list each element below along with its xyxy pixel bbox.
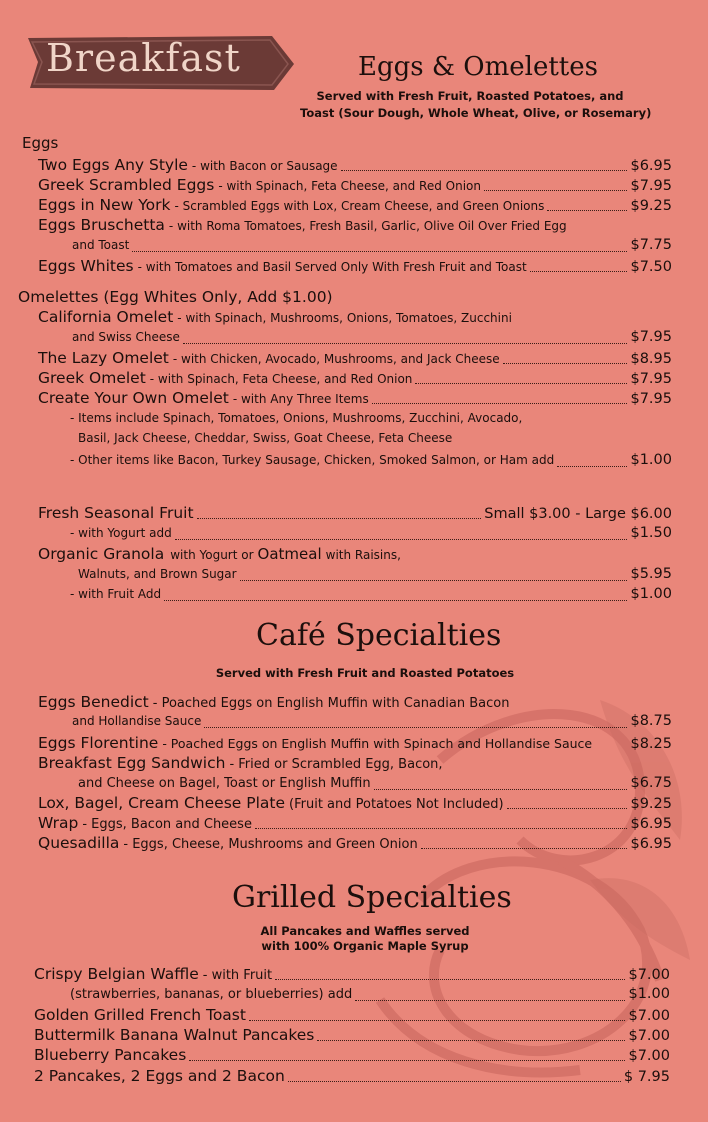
item-desc-cont: Walnuts, and Brown Sugar — [78, 567, 237, 581]
item-name: Create Your Own Omelet — [38, 389, 229, 407]
menu-item-eggs-benedict — [38, 693, 672, 713]
menu-item-two-eggs — [38, 156, 672, 176]
menu-item-california-omelet-cont — [72, 329, 672, 349]
dot-leader — [132, 251, 627, 252]
menu-item-french-toast — [34, 1006, 670, 1026]
item-price: Small $3.00 - Large $6.00 — [484, 506, 672, 522]
menu-item-california-omelet — [38, 308, 672, 328]
item-price: $6.75 — [630, 775, 672, 791]
item-price: $1.00 — [630, 586, 672, 602]
omelettes-heading: Omelettes (Egg Whites Only, Add $1.00) — [18, 288, 333, 306]
item-price: $1.00 — [628, 986, 670, 1002]
menu-item-egg-sandwich — [38, 754, 672, 774]
item-price: $8.25 — [630, 736, 672, 752]
item-desc-cont: and Cheese on Bagel, Toast or English Muffin — [78, 776, 371, 791]
breakfast-banner — [24, 30, 296, 94]
item-desc: - with Spinach, Feta Cheese, and Red Onion — [218, 179, 481, 193]
menu-item-eggs-florentine — [38, 734, 672, 754]
item-name: Crispy Belgian Waffle — [34, 965, 199, 983]
menu-item-egg-sandwich-cont — [78, 775, 672, 795]
menu-item-belgian-waffle — [34, 965, 670, 985]
item-name: Greek Scrambled Eggs — [38, 176, 215, 194]
menu-item-granola — [38, 545, 672, 565]
menu-item-fresh-fruit — [38, 504, 672, 524]
item-price: $8.75 — [630, 713, 672, 729]
item-desc: - with Tomatoes and Basil Served Only With Fresh Fruit and Toast — [137, 260, 527, 274]
item-name: Two Eggs Any Style — [38, 156, 188, 174]
item-desc: - with Yogurt add — [70, 526, 172, 540]
dot-leader — [557, 466, 627, 467]
item-name: Lox, Bagel, Cream Cheese Plate — [38, 794, 286, 812]
item-name: California Omelet — [38, 308, 174, 326]
dot-leader — [240, 580, 628, 581]
item-price: $7.00 — [628, 1008, 670, 1024]
menu-item-granola-cont — [78, 566, 672, 586]
item-name-oatmeal: Oatmeal — [257, 545, 322, 563]
item-name: Eggs Bruschetta — [38, 216, 165, 234]
item-desc: - with Spinach, Feta Cheese, and Red Onion — [149, 372, 413, 386]
item-desc: - with Spinach, Mushrooms, Onions, Tomatoes, Zucchini — [177, 311, 512, 325]
cafe-subtitle: Served with Fresh Fruit and Roasted Potatoes — [215, 666, 515, 680]
item-price: $7.95 — [630, 329, 672, 345]
dot-leader — [255, 828, 628, 829]
dot-leader — [374, 789, 628, 790]
item-price: $1.00 — [630, 452, 672, 468]
item-desc: - with Bacon or Sausage — [191, 159, 338, 173]
menu-item-eggs-whites — [38, 257, 672, 277]
menu-item-blueberry-pancakes — [34, 1046, 670, 1066]
item-price: $5.95 — [630, 566, 672, 582]
menu-item-quesadilla — [38, 834, 672, 854]
dot-leader — [288, 1081, 621, 1082]
item-desc: - Eggs, Cheese, Mushrooms and Green Onion — [123, 837, 418, 852]
dot-leader — [503, 363, 628, 364]
dot-leader — [547, 210, 627, 211]
item-name: Eggs Florentine — [38, 734, 159, 752]
grilled-specialties-title: Grilled Specialties — [232, 880, 512, 915]
item-price: $6.95 — [630, 816, 672, 832]
item-desc-cont: and Swiss Cheese — [72, 330, 180, 344]
dot-leader — [317, 1040, 625, 1041]
item-price: $ 7.95 — [623, 1069, 670, 1085]
omelet-items-note-1 — [70, 411, 670, 431]
dot-leader — [183, 343, 628, 344]
menu-item-waffle-fruit-add — [70, 986, 670, 1006]
item-price: $7.00 — [628, 967, 670, 983]
dot-leader — [372, 403, 628, 404]
item-desc: - Scrambled Eggs with Lox, Cream Cheese, and Green Onions — [174, 199, 545, 213]
item-desc: with Raisins, — [325, 548, 401, 562]
note-text: - Other items like Bacon, Turkey Sausage, Chicken, Smoked Salmon, or Ham add — [70, 453, 555, 467]
menu-item-create-omelet — [38, 389, 672, 409]
item-price: $7.95 — [630, 371, 672, 387]
item-name: Fresh Seasonal Fruit — [38, 504, 194, 522]
item-desc: - with Roma Tomatoes, Fresh Basil, Garlic, Olive Oil Over Fried Egg — [168, 219, 567, 233]
menu-item-banana-pancakes — [34, 1026, 670, 1046]
menu-item-eggs-benedict-cont — [72, 713, 672, 733]
item-price: $1.50 — [630, 525, 672, 541]
menu-item-lox-bagel — [38, 794, 672, 814]
item-desc: (Fruit and Potatoes Not Included) — [289, 797, 504, 812]
item-name: Eggs Benedict — [38, 693, 149, 711]
subtitle-line: Served with Fresh Fruit, Roasted Potatoes, and — [316, 89, 624, 103]
menu-item-eggs-bruschetta — [38, 216, 672, 236]
dot-leader — [189, 1060, 625, 1061]
dot-leader — [530, 271, 628, 272]
menu-item-eggs-new-york — [38, 196, 672, 216]
item-name: Organic Granola — [38, 545, 165, 563]
dot-leader — [204, 727, 627, 728]
dot-leader — [421, 848, 628, 849]
note-text: Basil, Jack Cheese, Cheddar, Swiss, Goat Cheese, Feta Cheese — [78, 431, 453, 445]
item-desc: - Eggs, Bacon and Cheese — [82, 817, 252, 832]
omelet-other-items — [70, 452, 672, 472]
menu-item-wrap — [38, 814, 672, 834]
item-desc-cont: and Hollandise Sauce — [72, 714, 202, 728]
item-desc: with Yogurt or — [170, 548, 254, 562]
menu-item-pancakes-eggs-bacon — [34, 1067, 670, 1087]
item-name: Buttermilk Banana Walnut Pancakes — [34, 1026, 315, 1044]
item-name: 2 Pancakes, 2 Eggs and 2 Bacon — [34, 1067, 285, 1085]
item-price: $7.00 — [628, 1028, 670, 1044]
dot-leader — [164, 600, 627, 601]
item-name: The Lazy Omelet — [38, 349, 169, 367]
dot-leader — [275, 979, 625, 980]
item-desc: - Poached Eggs on English Muffin with Canadian Bacon — [152, 696, 510, 711]
dot-leader — [341, 170, 628, 171]
eggs-omelettes-title: Eggs & Omelettes — [358, 52, 598, 82]
menu-item-lazy-omelet — [38, 349, 672, 369]
item-name: Wrap — [38, 814, 79, 832]
item-desc: - with Chicken, Avocado, Mushrooms, and Jack Cheese — [172, 352, 500, 366]
item-price: $6.95 — [630, 836, 672, 852]
item-price: $9.25 — [630, 796, 672, 812]
item-price: $7.50 — [630, 259, 672, 275]
item-desc: - with Fruit Add — [70, 587, 162, 601]
subtitle-line: Toast (Sour Dough, Whole Wheat, Olive, or Rosemary) — [300, 106, 652, 120]
menu-item-yogurt-add — [70, 525, 672, 545]
item-price: $6.95 — [630, 158, 672, 174]
item-desc-cont: and Toast — [72, 238, 130, 252]
item-price: $7.95 — [630, 178, 672, 194]
eggs-heading: Eggs — [22, 134, 59, 152]
item-desc: (strawberries, bananas, or blueberries) add — [70, 987, 353, 1002]
omelet-items-note-2 — [78, 431, 668, 451]
menu-item-fruit-add — [70, 586, 672, 606]
cafe-specialties-title: Café Specialties — [256, 618, 502, 653]
item-price: $7.75 — [630, 237, 672, 253]
subtitle-line: with 100% Organic Maple Syrup — [261, 939, 469, 953]
dot-leader — [484, 190, 628, 191]
banner-title: Breakfast — [46, 36, 241, 80]
dot-leader — [415, 383, 627, 384]
item-name: Eggs in New York — [38, 196, 171, 214]
eggs-omelettes-subtitle — [300, 88, 652, 122]
dot-leader — [175, 539, 628, 540]
note-text: - Items include Spinach, Tomatoes, Onions, Mushrooms, Zucchini, Avocado, — [70, 411, 523, 425]
item-name: Eggs Whites — [38, 257, 134, 275]
item-desc: - with Fruit — [202, 968, 273, 983]
menu-item-eggs-bruschetta-cont — [72, 237, 672, 257]
grilled-subtitle — [240, 924, 490, 954]
item-desc: - Fried or Scrambled Egg, Bacon, — [229, 757, 443, 772]
menu-item-greek-scrambled — [38, 176, 672, 196]
menu-item-greek-omelet — [38, 369, 672, 389]
item-price: $9.25 — [630, 198, 672, 214]
item-desc: - with Any Three Items — [232, 392, 369, 406]
item-price: $7.00 — [628, 1048, 670, 1064]
item-desc: - Poached Eggs on English Muffin with Spinach and Hollandise Sauce — [162, 736, 593, 751]
item-name: Blueberry Pancakes — [34, 1046, 187, 1064]
subtitle-line: All Pancakes and Waffles served — [260, 924, 470, 938]
dot-leader — [249, 1020, 626, 1021]
item-name: Quesadilla — [38, 834, 120, 852]
item-price: $7.95 — [630, 391, 672, 407]
dot-leader — [197, 518, 482, 519]
dot-leader — [507, 808, 628, 809]
item-name: Greek Omelet — [38, 369, 146, 387]
item-name: Breakfast Egg Sandwich — [38, 754, 226, 772]
item-name: Golden Grilled French Toast — [34, 1006, 246, 1024]
dot-leader — [355, 1000, 625, 1001]
item-price: $8.95 — [630, 351, 672, 367]
